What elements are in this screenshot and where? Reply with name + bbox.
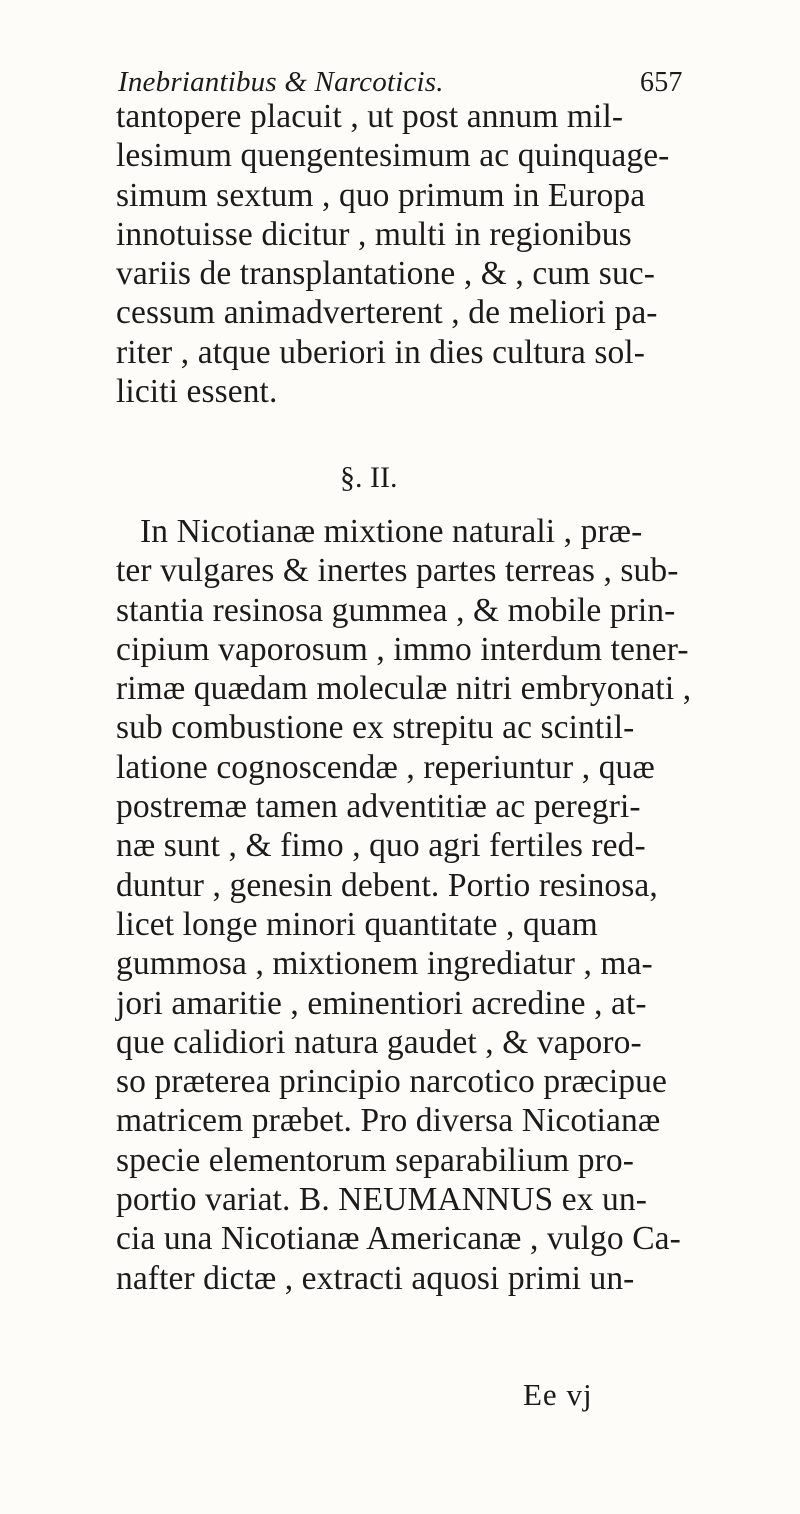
section-heading: §. II.: [340, 461, 398, 494]
text-line: stantia resinosa gummea , & mobile prin-: [116, 591, 676, 629]
text-line: In Nicotianæ mixtione naturali , præ-: [140, 513, 643, 550]
text-line: liciti essent.: [116, 373, 278, 411]
paragraph-1: [116, 97, 716, 411]
text-line: cessum animadverterent , de meliori pa-: [116, 294, 658, 332]
text-line: postremæ tamen adventitiæ ac peregri-: [116, 788, 641, 826]
text-line: innotuisse dicitur , multi in regionibus: [116, 215, 632, 253]
text-line: lesimum quengentesimum ac quinquage-: [116, 137, 670, 175]
paragraph-2: [116, 512, 716, 1298]
text-line: latione cognoscendæ , reperiuntur , quæ: [116, 748, 655, 786]
text-line: riter , atque uberiori in dies cultura sol-: [116, 333, 645, 371]
text-line: que calidiori natura gaudet , & vaporo-: [116, 1023, 642, 1061]
text-line: variis de transplantatione , & , cum suc-: [116, 255, 656, 293]
running-head-title: Inebriantibus & Narcoticis.: [118, 66, 444, 98]
text-line: cipium vaporosum , immo interdum tener-: [116, 630, 689, 668]
text-line: nafter dictæ , extracti aquosi primi un-: [116, 1259, 635, 1297]
text-line: tantopere placuit , ut post annum mil-: [116, 98, 624, 135]
text-line: matricem præbet. Pro diversa Nicotianæ: [116, 1102, 661, 1140]
text-line: simum sextum , quo primum in Europa: [116, 176, 646, 214]
running-head: [118, 66, 683, 99]
text-line: cia una Nicotianæ Americanæ , vulgo Ca-: [116, 1220, 681, 1258]
text-line: portio variat. B. NEUMANNUS ex un-: [116, 1181, 647, 1219]
text-line: so præterea principio narcotico præcipue: [116, 1063, 667, 1101]
text-line: rimæ quædam moleculæ nitri embryonati ,: [116, 670, 692, 708]
text-line: duntur , genesin debent. Portio resinosa,: [116, 866, 658, 904]
text-line: næ sunt , & fimo , quo agri fertiles red-: [116, 827, 646, 865]
page-number: 657: [640, 67, 683, 98]
text-line: ter vulgares & inertes partes terreas , sub-: [116, 552, 679, 590]
signature-mark: Ee vj: [523, 1377, 593, 1412]
text-line: specie elementorum separabilium pro-: [116, 1141, 635, 1179]
text-line: jori amaritie , eminentiori acredine , at-: [116, 984, 647, 1022]
text-line: sub combustione ex strepitu ac scintil-: [116, 709, 635, 747]
text-line: gummosa , mixtionem ingrediatur , ma-: [116, 945, 653, 983]
text-line: licet longe minori quantitate , quam: [116, 905, 598, 943]
